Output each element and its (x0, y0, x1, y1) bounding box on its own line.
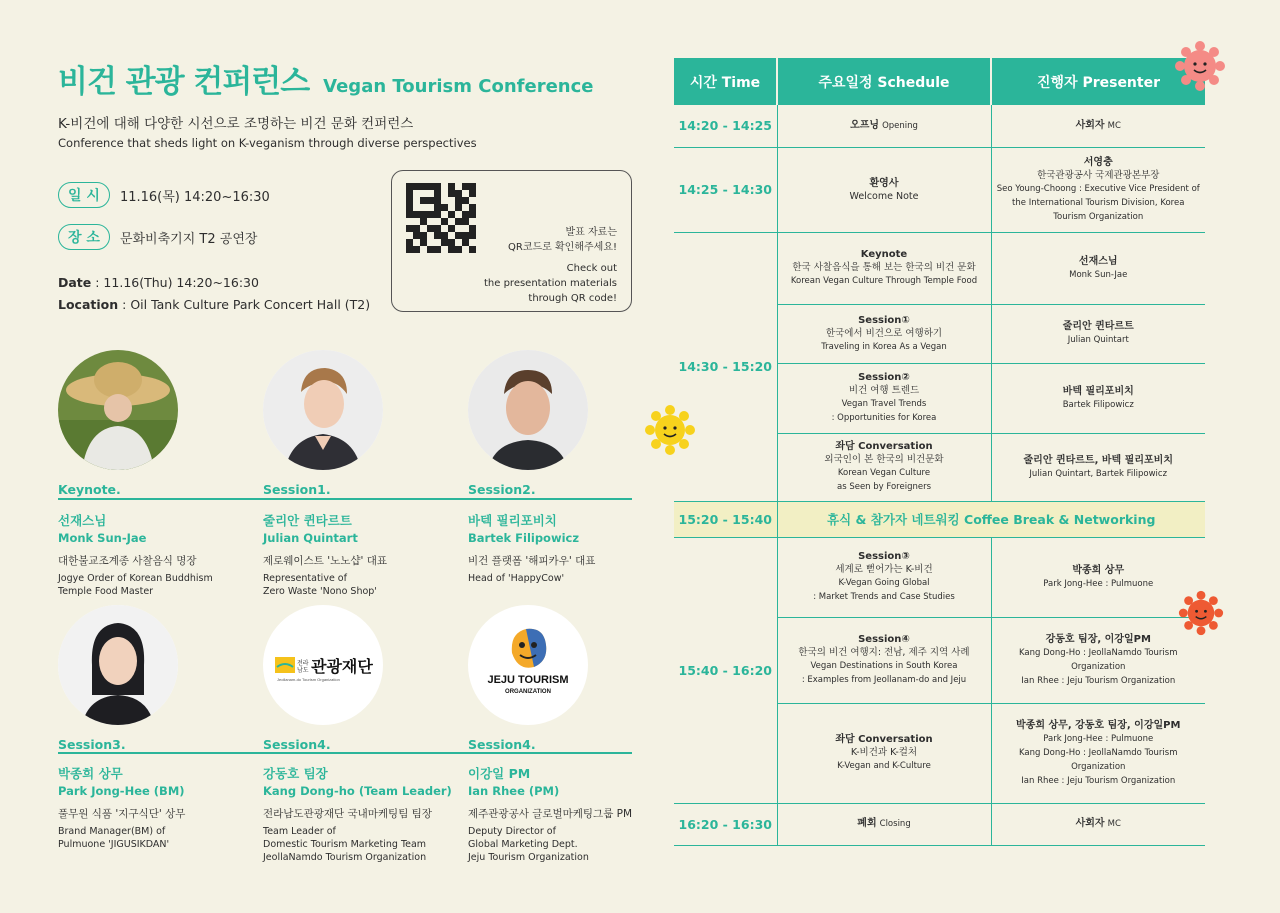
speaker-session3 (58, 605, 238, 752)
speaker-title-en: Team Leader of Domestic Tourism Marketing Team JeollaNamdo Tourism Organization (263, 826, 427, 863)
speaker-role: Session1. (263, 482, 331, 497)
time-cell: 15:40 - 16:20 (674, 537, 777, 803)
speaker-name-ko: 선재스님 (58, 513, 107, 528)
time-cell: 15:20 - 15:40 (674, 501, 777, 537)
speaker-info-session2 (468, 505, 648, 585)
date-line (58, 182, 270, 208)
speaker-title-en: Deputy Director of Global Marketing Dept. Jeju Tourism Organization (468, 826, 589, 863)
speaker-title-en: Head of 'HappyCow' (468, 573, 565, 584)
speaker-role: Session4. (468, 737, 536, 752)
speaker-title-en: Brand Manager(BM) of Pulmuone 'JIGUSIKDAN' (58, 826, 170, 850)
speaker-title-en: Jogye Order of Korean Buddhism Temple Food Master (58, 573, 213, 597)
svg-text:JEJU TOURISM: JEJU TOURISM (487, 674, 569, 686)
place-value: 문화비축기지 T2 공연장 (119, 231, 258, 247)
speaker-keynote (58, 350, 238, 497)
smiley-sun-icon (644, 404, 696, 456)
presenter-cell: 강동호 팀장, 이강일PM Kang Dong-Ho : JeollaNamdo Tourism Organization Ian Rhee : Jeju Tourism Organization (991, 617, 1205, 703)
divider (58, 752, 632, 754)
speaker-name-ko: 강동호 팀장 (263, 766, 328, 781)
time-cell: 16:20 - 16:30 (674, 803, 777, 845)
program-cell: Session③ 세계로 뻗어가는 K-비건 K-Vegan Going Global : Market Trends and Case Studies (777, 537, 991, 617)
speaker-session4-jeju (468, 605, 648, 752)
table-row (674, 105, 1205, 147)
subtitle-en: Conference that sheds light on K-veganism through diverse perspectives (58, 136, 477, 150)
speaker-title-ko: 비건 플랫폼 '해피카우' 대표 (468, 555, 596, 567)
date-pill: 일 시 (58, 182, 110, 208)
avatar (58, 350, 178, 470)
svg-text:전라: 전라 (297, 661, 309, 667)
qr-box (391, 170, 632, 312)
program-cell: Keynote 한국 사찰음식을 통해 보는 한국의 비건 문화 Korean Vegan Culture Through Temple Food (777, 232, 991, 304)
program-cell: 좌담 Conversation 외국인이 본 한국의 비건문화 Korean Vegan Culture as Seen by Foreigners (777, 433, 991, 501)
date-value: 11.16(목) 14:20~16:30 (119, 189, 270, 205)
time-cell: 14:25 - 14:30 (674, 147, 777, 232)
table-row (674, 803, 1205, 845)
speaker-name-ko: 바텍 필리포비치 (468, 513, 557, 528)
speaker-session2 (468, 350, 648, 497)
speaker-title-ko: 전라남도관광재단 국내마케팅팀 팀장 (263, 808, 432, 820)
time-cell: 14:30 - 15:20 (674, 232, 777, 501)
speaker-role: Session2. (468, 482, 536, 497)
header-schedule: 주요일정 Schedule (777, 58, 991, 105)
jeonnam-logo (263, 605, 383, 725)
program-cell: 환영사 Welcome Note (777, 147, 991, 232)
time-cell: 14:20 - 14:25 (674, 105, 777, 147)
header-time: 시간 Time (674, 58, 777, 105)
speaker-name-ko: 이강일 PM (468, 766, 531, 781)
svg-text:Jeollanam-do Tourism Organizat: Jeollanam-do Tourism Organization (277, 677, 340, 682)
smiley-sun-icon (1174, 40, 1226, 92)
subtitle-ko: K-비건에 대해 다양한 시선으로 조명하는 비건 문화 컨퍼런스 (58, 116, 414, 132)
speaker-info-session4a (263, 758, 463, 864)
presenter-cell: 선재스님 Monk Sun-Jae (991, 232, 1205, 304)
speaker-info-keynote (58, 505, 238, 598)
speaker-info-session3 (58, 758, 258, 851)
speaker-info-session1 (263, 505, 443, 598)
avatar (58, 605, 178, 725)
speaker-title-ko: 제주관광공사 글로벌마케팅그룹 PM (468, 808, 633, 820)
header-presenter: 진행자 Presenter (991, 58, 1205, 105)
presenter-cell: 서영충 한국관광공사 국제관광본부장 Seo Young-Choong : Executive Vice President of the International Tourism Division, Korea Tourism Organization (991, 147, 1205, 232)
page-title: 비건 관광 컨퍼런스 (58, 64, 310, 100)
speaker-title-ko: 풀무원 식품 '지구식단' 상무 (58, 808, 186, 820)
page-title-en: Vegan Tourism Conference (323, 76, 594, 97)
speaker-name-en: Kang Dong-ho (Team Leader) (263, 784, 452, 798)
speaker-name-en: Monk Sun-Jae (58, 531, 147, 545)
program-cell: Session④ 한국의 비건 여행지: 전남, 제주 지역 사례 Vegan Destinations in South Korea : Examples from Jeollanam-do and Jeju (777, 617, 991, 703)
presenter-cell: 박종희 상무, 강동호 팀장, 이강일PM Park Jong-Hee : Pulmuone Kang Dong-Ho : JeollaNamdo Tourism Organization Ian Rhee : Jeju Tourism Organization (991, 703, 1205, 803)
svg-text:관광재단: 관광재단 (311, 657, 373, 676)
presenter-cell: 박종희 상무 Park Jong-Hee : Pulmuone (991, 537, 1205, 617)
break-cell: 휴식 & 참가자 네트워킹 Coffee Break & Networking (777, 501, 1205, 537)
qr-code[interactable] (406, 183, 476, 253)
qr-text: 발표 자료는 QR코드로 확인해주세요! Check out the presentation materials through QR code! (483, 227, 617, 304)
speaker-session4-jeonnam (263, 605, 443, 752)
speaker-role: Keynote. (58, 482, 121, 497)
speaker-name-en: Ian Rhee (PM) (468, 784, 560, 798)
program-cell: 오프닝 Opening (777, 105, 991, 147)
place-pill: 장 소 (58, 224, 110, 250)
presenter-cell: 줄리안 퀸타르트, 바텍 필리포비치 Julian Quintart, Bartek Filipowicz (991, 433, 1205, 501)
program-cell: Session① 한국에서 비건으로 여행하기 Traveling in Korea As a Vegan (777, 304, 991, 363)
table-row (674, 147, 1205, 232)
speaker-title-en: Representative of Zero Waste 'Nono Shop' (263, 573, 377, 597)
avatar (263, 350, 383, 470)
table-row (674, 537, 1205, 617)
break-row (674, 501, 1205, 537)
presenter-cell: 사회자 MC (991, 105, 1205, 147)
smiley-sun-icon (1178, 590, 1224, 636)
program-cell: Session② 비건 여행 트렌드 Vegan Travel Trends : Opportunities for Korea (777, 363, 991, 433)
program-cell: 좌담 Conversation K-비건과 K-컬처 K-Vegan and K-Culture (777, 703, 991, 803)
speaker-session1 (263, 350, 443, 497)
speaker-name-ko: 줄리안 퀸타르트 (263, 513, 352, 528)
location-en: Location : Oil Tank Culture Park Concert Hall (T2) (58, 297, 371, 312)
speaker-name-en: Bartek Filipowicz (468, 531, 580, 545)
speaker-info-session4b (468, 758, 668, 864)
speaker-name-en: Park Jong-Hee (BM) (58, 784, 185, 798)
program-cell: 폐회 Closing (777, 803, 991, 845)
table-row (674, 232, 1205, 304)
presenter-cell: 바텍 필리포비치 Bartek Filipowicz (991, 363, 1205, 433)
date-en: Date : 11.16(Thu) 14:20~16:30 (58, 275, 259, 290)
speaker-role: Session4. (263, 737, 331, 752)
schedule-table (674, 58, 1205, 846)
jeju-logo (468, 605, 588, 725)
speaker-title-ko: 제로웨이스트 '노노샵' 대표 (263, 555, 388, 567)
svg-text:ORGANIZATION: ORGANIZATION (505, 689, 551, 695)
speaker-title-ko: 대한불교조계종 사찰음식 명장 (58, 555, 197, 567)
divider (58, 498, 632, 500)
svg-text:남도: 남도 (297, 668, 309, 674)
place-line (58, 224, 257, 250)
presenter-cell: 사회자 MC (991, 803, 1205, 845)
presenter-cell: 줄리안 퀸타르트 Julian Quintart (991, 304, 1205, 363)
speaker-name-ko: 박종희 상무 (58, 766, 123, 781)
speaker-role: Session3. (58, 737, 126, 752)
speaker-name-en: Julian Quintart (263, 531, 358, 545)
schedule-header (674, 58, 1205, 105)
title-row (58, 56, 593, 101)
avatar (468, 350, 588, 470)
